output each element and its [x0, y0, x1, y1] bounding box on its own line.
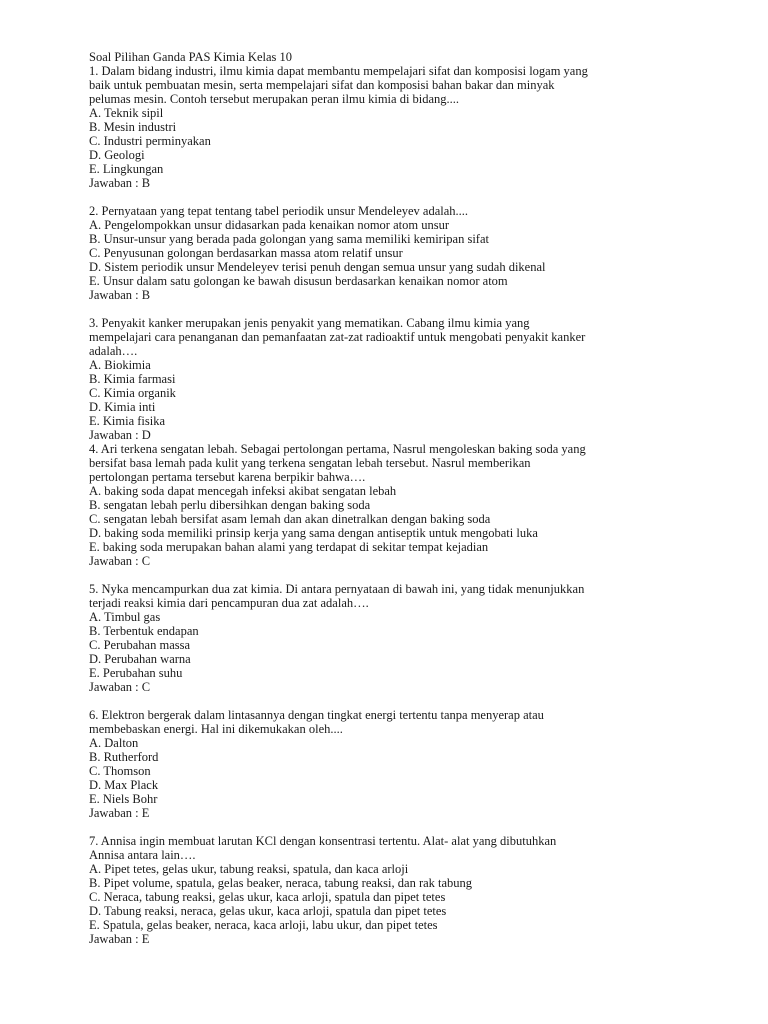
answer-option: A. Teknik sipil: [89, 106, 164, 120]
answer-option: B. Unsur-unsur yang berada pada golongan yang sama memiliki kemiripan sifat: [89, 232, 489, 246]
question-stem-line: adalah….: [89, 344, 138, 358]
answer-option: C. Perubahan massa: [89, 638, 191, 652]
answer-option: B. Rutherford: [89, 750, 159, 764]
answer-key: Jawaban : C: [89, 680, 151, 694]
answer-option: E. Lingkungan: [89, 162, 164, 176]
question-stem-line: membebaskan energi. Hal ini dikemukakan oleh....: [89, 722, 343, 736]
answer-option: D. Perubahan warna: [89, 652, 191, 666]
answer-option: D. Tabung reaksi, neraca, gelas ukur, kaca arloji, spatula dan pipet tetes: [89, 904, 447, 918]
question-stem-line: 2. Pernyataan yang tepat tentang tabel periodik unsur Mendeleyev adalah....: [89, 204, 469, 218]
blank-line: [89, 694, 729, 708]
question-list: [89, 64, 729, 946]
question-stem-line: mempelajari cara penanganan dan pemanfaatan zat-zat radioaktif untuk mengobati penyakit kanker: [89, 330, 586, 344]
answer-key: Jawaban : B: [89, 288, 151, 302]
question-3: [89, 316, 729, 442]
answer-option: E. baking soda merupakan bahan alami yang terdapat di sekitar tempat kejadian: [89, 540, 489, 554]
question-1: [89, 64, 729, 190]
question-stem-line: 1. Dalam bidang industri, ilmu kimia dapat membantu mempelajari sifat dan komposisi logam yang: [89, 64, 588, 78]
answer-option: D. Geologi: [89, 148, 145, 162]
answer-option: E. Kimia fisika: [89, 414, 166, 428]
answer-option: D. baking soda memiliki prinsip kerja yang sama dengan antiseptik untuk mengobati luka: [89, 526, 538, 540]
question-stem-line: 3. Penyakit kanker merupakan jenis penyakit yang mematikan. Cabang ilmu kimia yang: [89, 316, 530, 330]
question-stem-line: terjadi reaksi kimia dari pencampuran dua zat adalah….: [89, 596, 369, 610]
blank-line: [89, 190, 729, 204]
answer-option: B. Pipet volume, spatula, gelas beaker, neraca, tabung reaksi, dan rak tabung: [89, 876, 473, 890]
question-stem-line: baik untuk pembuatan mesin, serta mempelajari sifat dan komposisi bahan bakar dan minyak: [89, 78, 555, 92]
answer-option: A. Biokimia: [89, 358, 151, 372]
answer-option: A. Pengelompokkan unsur didasarkan pada kenaikan nomor atom unsur: [89, 218, 449, 232]
question-7: [89, 834, 729, 946]
blank-line: [89, 568, 729, 582]
document-content: [89, 50, 729, 946]
question-stem-line: Annisa antara lain….: [89, 848, 196, 862]
answer-key: Jawaban : E: [89, 932, 150, 946]
question-4: [89, 442, 729, 568]
answer-option: D. Max Plack: [89, 778, 159, 792]
answer-option: B. Kimia farmasi: [89, 372, 176, 386]
question-stem-line: 7. Annisa ingin membuat larutan KCl dengan konsentrasi tertentu. Alat- alat yang dibutuhkan: [89, 834, 557, 848]
answer-option: A. Timbul gas: [89, 610, 161, 624]
question-stem-line: bersifat basa lemah pada kulit yang terkena sengatan lebah tersebut. Nasrul memberikan: [89, 456, 531, 470]
answer-option: E. Spatula, gelas beaker, neraca, kaca arloji, labu ukur, dan pipet tetes: [89, 918, 438, 932]
answer-option: C. Industri perminyakan: [89, 134, 211, 148]
question-stem-line: pertolongan pertama tersebut karena berpikir bahwa….: [89, 470, 366, 484]
answer-option: C. sengatan lebah bersifat asam lemah dan akan dinetralkan dengan baking soda: [89, 512, 491, 526]
question-5: [89, 582, 729, 694]
answer-option: E. Niels Bohr: [89, 792, 158, 806]
answer-key: Jawaban : E: [89, 806, 150, 820]
answer-option: D. Kimia inti: [89, 400, 156, 414]
answer-option: C. Penyusunan golongan berdasarkan massa atom relatif unsur: [89, 246, 403, 260]
answer-option: B. Terbentuk endapan: [89, 624, 199, 638]
question-2: [89, 204, 729, 302]
blank-line: [89, 302, 729, 316]
answer-option: A. baking soda dapat mencegah infeksi akibat sengatan lebah: [89, 484, 397, 498]
question-stem-line: pelumas mesin. Contoh tersebut merupakan peran ilmu kimia di bidang....: [89, 92, 460, 106]
answer-option: C. Kimia organik: [89, 386, 176, 400]
answer-key: Jawaban : B: [89, 176, 151, 190]
blank-line: [89, 820, 729, 834]
answer-option: A. Pipet tetes, gelas ukur, tabung reaksi, spatula, dan kaca arloji: [89, 862, 409, 876]
answer-option: B. Mesin industri: [89, 120, 177, 134]
answer-option: A. Dalton: [89, 736, 139, 750]
question-stem-line: 5. Nyka mencampurkan dua zat kimia. Di antara pernyataan di bawah ini, yang tidak menunjukkan: [89, 582, 585, 596]
question-6: [89, 708, 729, 820]
answer-key: Jawaban : C: [89, 554, 151, 568]
answer-option: C. Thomson: [89, 764, 151, 778]
answer-option: E. Perubahan suhu: [89, 666, 183, 680]
answer-option: E. Unsur dalam satu golongan ke bawah disusun berdasarkan kenaikan nomor atom: [89, 274, 508, 288]
answer-option: C. Neraca, tabung reaksi, gelas ukur, kaca arloji, spatula dan pipet tetes: [89, 890, 446, 904]
document-title: Soal Pilihan Ganda PAS Kimia Kelas 10: [89, 50, 293, 64]
answer-key: Jawaban : D: [89, 428, 151, 442]
answer-option: B. sengatan lebah perlu dibersihkan dengan baking soda: [89, 498, 371, 512]
question-stem-line: 6. Elektron bergerak dalam lintasannya dengan tingkat energi tertentu tanpa menyerap atau: [89, 708, 544, 722]
question-stem-line: 4. Ari terkena sengatan lebah. Sebagai pertolongan pertama, Nasrul mengoleskan baking soda yang: [89, 442, 586, 456]
answer-option: D. Sistem periodik unsur Mendeleyev terisi penuh dengan semua unsur yang sudah dikenal: [89, 260, 546, 274]
